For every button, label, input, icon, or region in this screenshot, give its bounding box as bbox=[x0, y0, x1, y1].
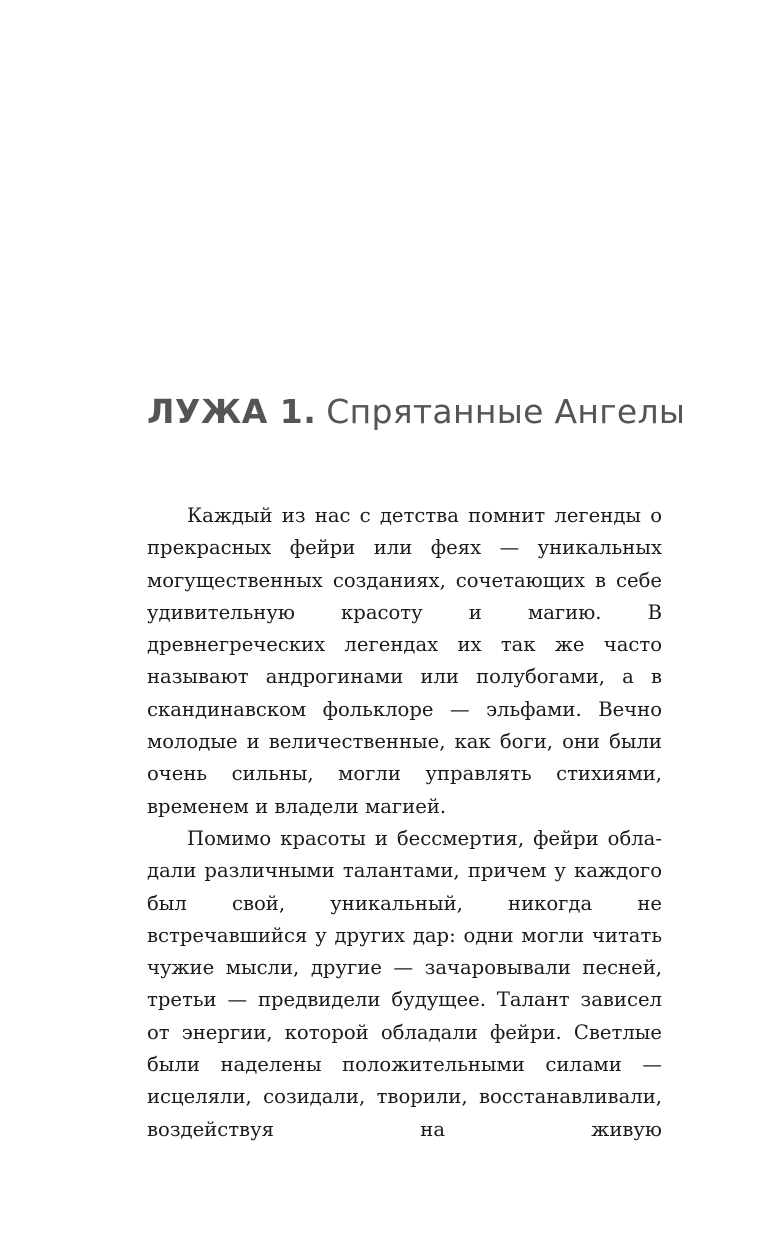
chapter-title: Спрятанные Ангелы bbox=[326, 392, 686, 431]
paragraph-1: Каждый из нас с детства помнит легенды о прекрасных фейри или феях — уникальных могущественных созданиях, сочетающих в себе удивительную красоту и магию. В древнегреческих легендах их так же часто называют андрогинами или полубогами, а в скандинавском фольклоре — эльфами. Вечно молодые и величественные, как боги, они были очень сильны, могли управлять стихиями, временем и владели магией. bbox=[147, 504, 662, 818]
body-text bbox=[147, 500, 662, 1146]
chapter-separator: . bbox=[303, 392, 316, 431]
paragraph-2: Помимо красоты и бессмертия, фейри обладали различными талантами, причем у каждого был свой, уникальный, никогда не встречавшийся у других дар: одни могли читать чужие мысли, другие — зачаровывали песней, третьи — предвидели будущее. Талант зависел от энергии, которой обладали фейри. Светлые были наделены положительными силами — исцеляли, созидали, творили, восстанавливали, воздействуя на живую bbox=[147, 826, 662, 1141]
chapter-label: ЛУЖА 1 bbox=[147, 392, 304, 431]
chapter-heading bbox=[147, 389, 707, 435]
